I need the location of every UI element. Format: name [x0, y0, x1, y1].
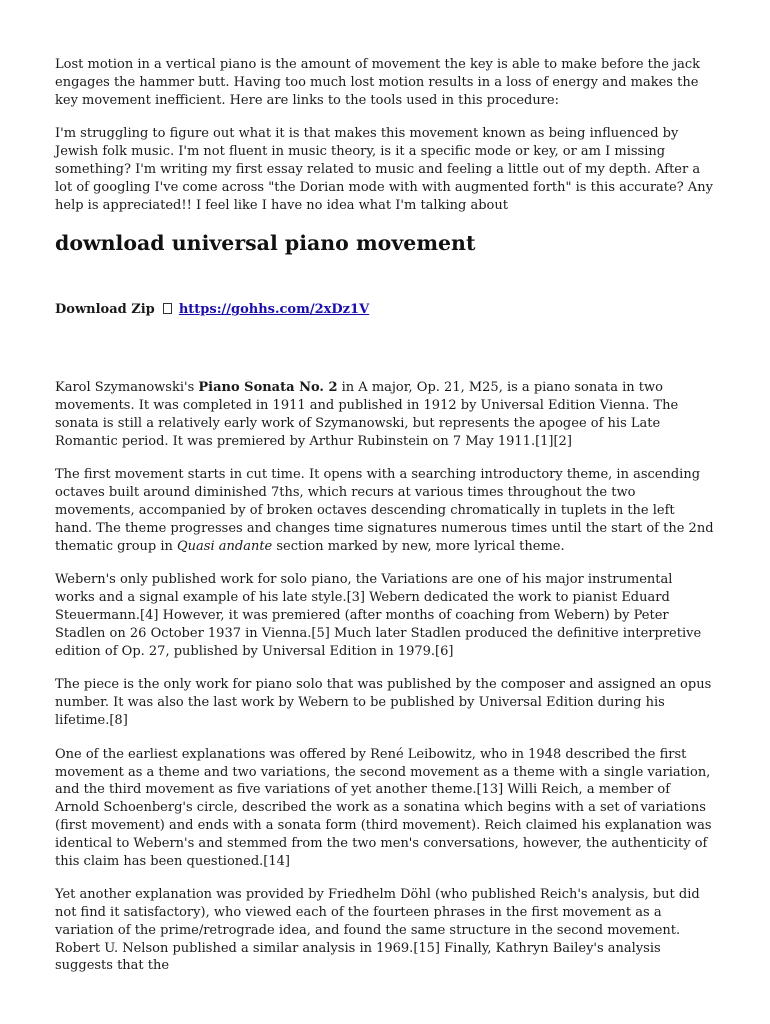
paragraph-dohl: Yet another explanation was provided by Friedhelm Döhl (who published Reich's analysis, but did not find it satisfactory), who viewed each of the fourteen phrases in the first movement as a variation of the prime/retrograde idea, and found the same structure in the second movement. Robert U. Nelson published a similar analysis in 1969.[15] Finally, Kathryn Bailey's analysis suggests that the [55, 887, 700, 974]
paragraph-text: in A major, Op. 21, M25, is a piano sonata in two movements. It was completed in 1911 and published in 1912 by Universal Edition Vienna. The sonata is still a relatively early work of Szymanowski, but represents the apogee of his Late Romantic period. It was premiered by Arthur Rubinstein on 7 May 1911.[1][2] [55, 380, 679, 449]
paragraph-first-movement [55, 466, 715, 555]
paragraph-leibowitz: One of the earliest explanations was offered by René Leibowitz, who in 1948 described the first movement as a theme and two variations, the second movement as a theme with a single variation, and the third movement as five variations of yet another theme.[13] Willi Reich, a member of Arnold Schoenberg's circle, described the work as a sonatina which begins with a set of variations (first movement) and ends with a sonata form (third movement). Reich claimed his explanation was identical to Webern's and stemmed from the two men's conversations, however, the authenticity of this claim has been questioned.[14] [55, 746, 712, 869]
intro-paragraph-jewish-folk: I'm struggling to figure out what it is that makes this movement known as being influenced by Jewish folk music. I'm not fluent in music theory, is it a specific mode or key, or am I missing something? I'm writing my first essay related to music and feeling a little out of my depth. After a lot of googling I've come across "the Dorian mode with with augmented forth" is this accurate? Any help is appreciated!! I feel like I have no idea what I'm talking about [55, 126, 713, 213]
download-label: Download Zip [55, 302, 155, 318]
paragraph-text: Karol Szymanowski's [55, 380, 199, 396]
intro-paragraph-lost-motion: Lost motion in a vertical piano is the amount of movement the key is able to make before the jack engages the hammer butt. Having too much lost motion results in a loss of energy and makes the key movement inefficient. Here are links to the tools used in this procedure: [55, 57, 701, 108]
paragraph-text: section marked by new, more lyrical theme. [272, 538, 565, 554]
missing-glyph-box-icon [163, 303, 172, 314]
paragraph-opus-number: The piece is the only work for piano solo that was published by the composer and assigned an opus number. It was also the last work by Webern to be published by Universal Edition during his lifetime.[8] [55, 677, 712, 728]
download-link[interactable]: https://gohhs.com/2xDz1V [178, 302, 370, 318]
paragraph-webern-variations: Webern's only published work for solo piano, the Variations are one of his major instrumental works and a signal example of his late style.[3] Webern dedicated the work to pianist Eduard Steuermann.[4] However, it was premiered (after months of coaching from Webern) by Peter Stadlen on 26 October 1937 in Vienna.[5] Much later Stadlen produced the definitive interpretive edition of Op. 27, published by Universal Edition in 1979.[6] [55, 572, 702, 659]
paragraph-text: The first movement starts in cut time. It opens with a searching introductory theme, in ascending octaves built around diminished 7ths, which recurs at various times throughout the two movements, accompanied by of broken octaves descending chromatically in tuplets in the left hand. The theme progresses and changes time signatures numerous times until the start of the 2nd thematic group in [55, 467, 714, 554]
italic-term: Quasi andante [177, 538, 273, 554]
page-heading: download universal piano movement [55, 231, 476, 256]
paragraph-szymanowski [55, 379, 715, 450]
bold-title: Piano Sonata No. 2 [198, 380, 338, 396]
spacer [55, 319, 715, 379]
document-content [55, 56, 715, 991]
download-line [55, 301, 715, 319]
